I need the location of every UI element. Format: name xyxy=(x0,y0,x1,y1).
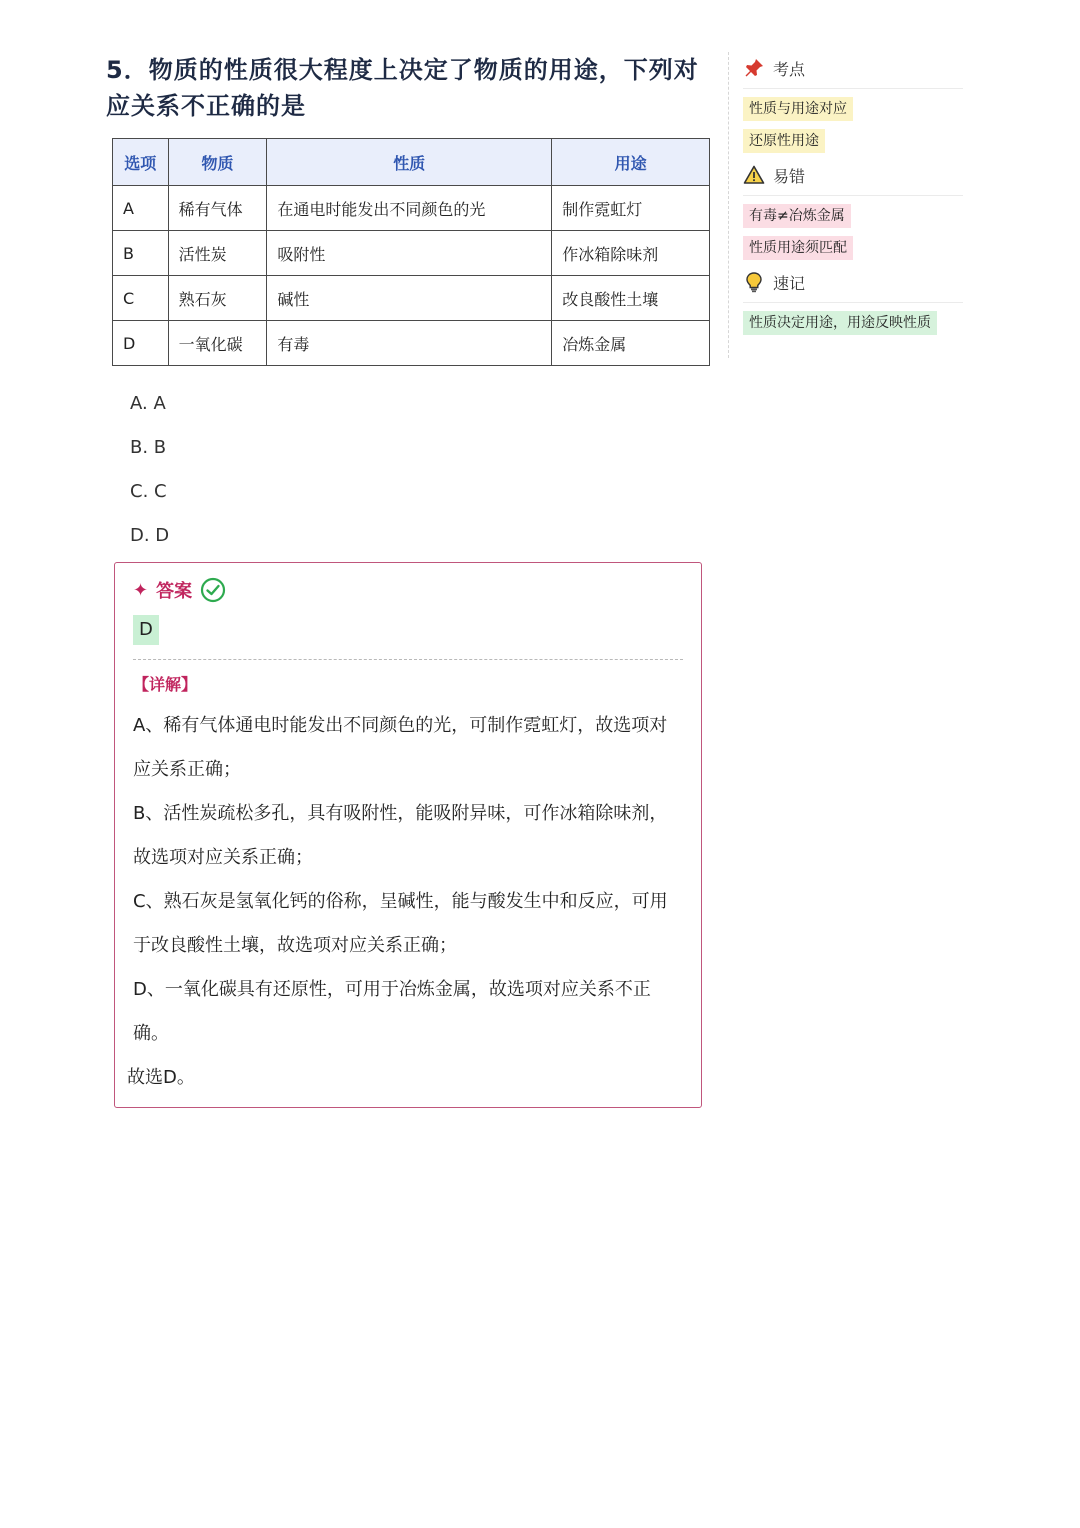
key-point-tag: 性质与用途对应 xyxy=(743,97,853,121)
conclusion: 故选D。 xyxy=(127,1067,195,1088)
table-cell: 熟石灰 xyxy=(168,276,267,321)
detail-explanation xyxy=(133,704,683,1056)
divider xyxy=(743,88,963,89)
answer-label: 答案 xyxy=(156,581,193,602)
key-point-tag: 还原性用途 xyxy=(743,129,825,153)
table-cell: 改良酸性土壤 xyxy=(552,276,710,321)
table-cell: 在通电时能发出不同颜色的光 xyxy=(267,186,552,231)
lightbulb-icon xyxy=(743,271,765,293)
warning-icon xyxy=(743,164,765,186)
options-table xyxy=(112,138,710,366)
choice-d[interactable]: D. D xyxy=(130,525,170,546)
question-section xyxy=(106,52,712,564)
choice-list xyxy=(130,388,712,564)
table-cell: 稀有气体 xyxy=(168,186,267,231)
table-cell: B xyxy=(113,231,169,276)
divider xyxy=(133,659,683,660)
question-title: 5．物质的性质很大程度上决定了物质的用途，下列对应关系不正确的是 xyxy=(106,56,699,120)
column-header: 用途 xyxy=(552,139,710,186)
table-cell: A xyxy=(113,186,169,231)
table-cell: 吸附性 xyxy=(267,231,552,276)
table-cell: 制作霓虹灯 xyxy=(552,186,710,231)
sparkle-icon: ✦ xyxy=(133,579,149,601)
detail-paragraph: A、稀有气体通电时能发出不同颜色的光，可制作霓虹灯，故选项对应关系正确； xyxy=(133,715,668,780)
table-row xyxy=(113,231,710,276)
table-cell: 碱性 xyxy=(267,276,552,321)
table-cell: 一氧化碳 xyxy=(168,321,267,366)
detail-label: 【详解】 xyxy=(133,675,198,694)
pitfalls-title: 易错 xyxy=(773,166,806,186)
table-header-row xyxy=(113,139,710,186)
choice-c[interactable]: C. C xyxy=(130,481,167,502)
table-cell: C xyxy=(113,276,169,321)
memo-tag: 性质决定用途，用途反映性质 xyxy=(743,311,937,335)
divider xyxy=(743,195,963,196)
table-cell: 活性炭 xyxy=(168,231,267,276)
table-row xyxy=(113,321,710,366)
detail-paragraph: B、活性炭疏松多孔，具有吸附性，能吸附异味，可作冰箱除味剂，故选项对应关系正确； xyxy=(133,803,668,868)
table-cell: 有毒 xyxy=(267,321,552,366)
pitfall-tag: 性质用途须匹配 xyxy=(743,236,853,260)
memo-title: 速记 xyxy=(773,273,806,293)
table-cell: 冶炼金属 xyxy=(552,321,710,366)
table-row xyxy=(113,276,710,321)
column-header: 物质 xyxy=(168,139,267,186)
key-points-header xyxy=(743,52,968,84)
column-header: 性质 xyxy=(267,139,552,186)
notes-sidebar xyxy=(728,52,968,358)
column-header: 选项 xyxy=(113,139,169,186)
key-points-title: 考点 xyxy=(773,59,806,79)
table-cell: 作冰箱除味剂 xyxy=(552,231,710,276)
choice-b[interactable]: B. B xyxy=(130,437,167,458)
pitfalls-header xyxy=(743,159,968,191)
pushpin-icon xyxy=(743,57,765,79)
answer-value: D xyxy=(133,615,159,645)
answer-header xyxy=(133,575,683,605)
detail-paragraph: C、熟石灰是氢氧化钙的俗称，呈碱性，能与酸发生中和反应，可用于改良酸性土壤，故选项对应关系正确； xyxy=(133,891,668,956)
check-circle-icon xyxy=(200,577,226,603)
detail-paragraph: D、一氧化碳具有还原性，可用于冶炼金属，故选项对应关系不正确。 xyxy=(133,979,651,1044)
table-row xyxy=(113,186,710,231)
answer-panel xyxy=(114,562,702,1108)
choice-a[interactable]: A. A xyxy=(130,393,166,414)
divider xyxy=(743,302,963,303)
pitfall-tag: 有毒≠冶炼金属 xyxy=(743,204,851,228)
memo-header xyxy=(743,266,968,298)
table-cell: D xyxy=(113,321,169,366)
